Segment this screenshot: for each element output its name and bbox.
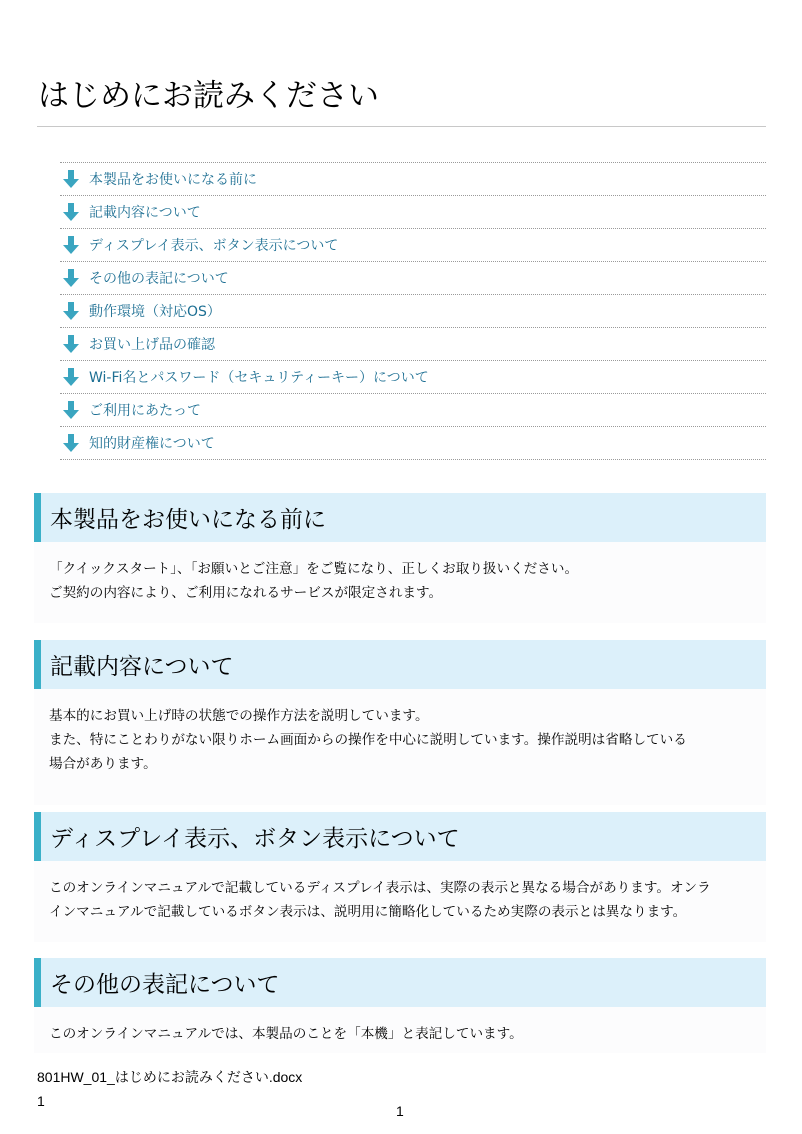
- toc-item-wifi[interactable]: [60, 361, 766, 394]
- footer-left-number: 1: [37, 1093, 45, 1109]
- section-body: [34, 861, 766, 924]
- toc-link[interactable]: 知的財産権について: [89, 436, 215, 452]
- section-contents: [34, 640, 766, 805]
- footer-filename: 801HW_01_はじめにお読みください.docx: [37, 1069, 303, 1085]
- arrow-down-icon: [63, 203, 79, 221]
- toc-link[interactable]: ご利用にあたって: [89, 403, 201, 419]
- section-before-use: [34, 493, 766, 623]
- arrow-down-icon: [63, 170, 79, 188]
- toc-link[interactable]: お買い上げ品の確認: [89, 337, 215, 353]
- section-body: [34, 689, 766, 776]
- toc-link[interactable]: その他の表記について: [89, 271, 229, 287]
- arrow-down-icon: [63, 269, 79, 287]
- body-text: 基本的にお買い上げ時の状態での操作方法を説明しています。: [49, 708, 429, 724]
- section-body: [34, 1007, 766, 1046]
- arrow-down-icon: [63, 335, 79, 353]
- body-text: 場合があります。: [49, 756, 157, 772]
- section-title: 本製品をお使いになる前に: [50, 507, 326, 533]
- section-header: [34, 493, 766, 542]
- body-text: 「クイックスタート」、「お願いとご注意」をご覧になり、正しくお取り扱いください。: [49, 561, 579, 577]
- body-text: このオンラインマニュアルで記載しているディスプレイ表示は、実際の表示と異なる場合があります。オンラ: [49, 880, 711, 896]
- toc-link[interactable]: 動作環境（対応OS）: [89, 304, 221, 320]
- toc-item-contents[interactable]: [60, 196, 766, 229]
- section-display: [34, 812, 766, 942]
- body-text: ご契約の内容により、ご利用になれるサービスが限定されます。: [49, 585, 443, 601]
- toc-item-package[interactable]: [60, 328, 766, 361]
- toc-item-display[interactable]: [60, 229, 766, 262]
- page-number: 1: [396, 1103, 404, 1119]
- arrow-down-icon: [63, 434, 79, 452]
- toc-item-os[interactable]: [60, 295, 766, 328]
- toc-link[interactable]: Wi-Fi名とパスワード（セキュリティーキー）について: [89, 370, 429, 386]
- toc-link[interactable]: ディスプレイ表示、ボタン表示について: [89, 238, 339, 254]
- section-body: [34, 542, 766, 605]
- section-title: 記載内容について: [50, 654, 234, 680]
- section-notation: [34, 958, 766, 1053]
- title-divider: [37, 126, 766, 127]
- body-text: このオンラインマニュアルでは、本製品のことを「本機」と表記しています。: [49, 1026, 523, 1042]
- toc-link[interactable]: 記載内容について: [89, 205, 201, 221]
- toc-link[interactable]: 本製品をお使いになる前に: [89, 172, 257, 188]
- section-header: [34, 812, 766, 861]
- page-title: はじめにお読みください: [38, 78, 379, 114]
- toc-item-before-use[interactable]: [60, 163, 766, 196]
- body-text: また、特にことわりがない限りホーム画面からの操作を中心に説明しています。操作説明は省略している: [49, 732, 687, 748]
- toc-item-notation[interactable]: [60, 262, 766, 295]
- section-header: [34, 640, 766, 689]
- arrow-down-icon: [63, 368, 79, 386]
- toc-item-ip[interactable]: [60, 427, 766, 460]
- section-title: ディスプレイ表示、ボタン表示について: [50, 826, 460, 852]
- arrow-down-icon: [63, 401, 79, 419]
- section-title: その他の表記について: [50, 972, 280, 998]
- body-text: インマニュアルで記載しているボタン表示は、説明用に簡略化しているため実際の表示とは異なります。: [49, 904, 687, 920]
- arrow-down-icon: [63, 302, 79, 320]
- table-of-contents: [60, 162, 766, 460]
- section-header: [34, 958, 766, 1007]
- arrow-down-icon: [63, 236, 79, 254]
- toc-item-usage[interactable]: [60, 394, 766, 427]
